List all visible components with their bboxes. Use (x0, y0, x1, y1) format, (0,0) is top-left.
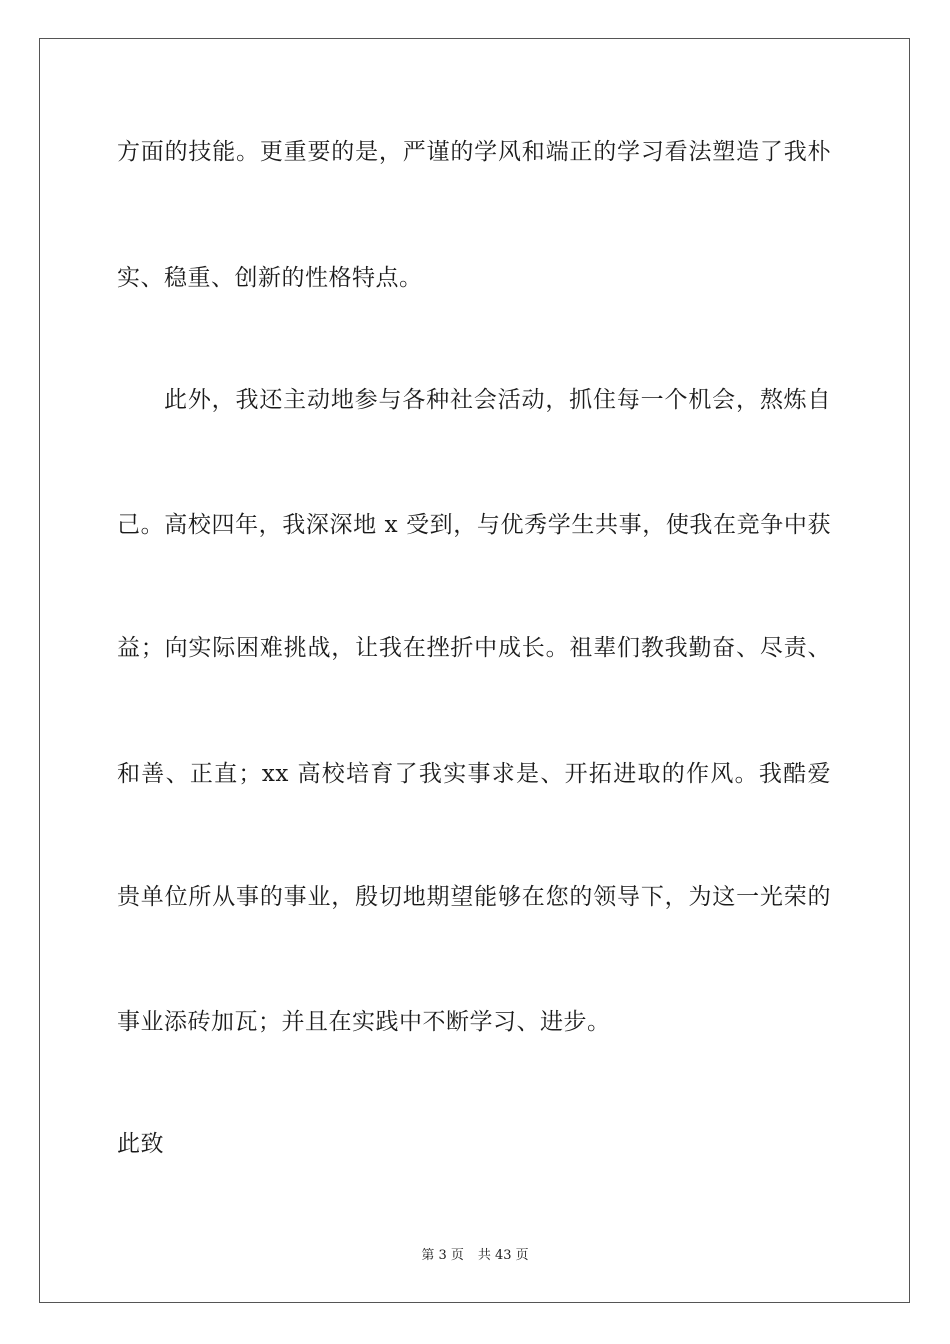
closing-salutation: 此致 (117, 1131, 164, 1157)
page-footer (0, 1248, 950, 1264)
text-line: 贵单位所从事的事业，殷切地期望能够在您的领导下，为这一光荣的 (117, 884, 831, 910)
page-total: 共 43 页 (477, 1248, 529, 1263)
text-line: 此外，我还主动地参与各种社会活动，抓住每一个机会，熬炼自 (164, 387, 831, 413)
page-frame (39, 38, 910, 1303)
text-line: 实、稳重、创新的性格特点。 (117, 265, 423, 291)
page-number: 第 3 页 (421, 1248, 464, 1263)
text-line: 己。高校四年，我深深地 x 受到，与优秀学生共事，使我在竞争中获 (117, 512, 831, 538)
text-line: 和善、正直；xx 高校培育了我实事求是、开拓进取的作风。我酷爱 (117, 761, 831, 787)
text-line: 事业添砖加瓦；并且在实践中不断学习、进步。 (117, 1009, 611, 1035)
text-line: 益；向实际困难挑战，让我在挫折中成长。祖辈们教我勤奋、尽责、 (117, 635, 831, 661)
text-line: 方面的技能。更重要的是，严谨的学风和端正的学习看法塑造了我朴 (117, 139, 831, 165)
